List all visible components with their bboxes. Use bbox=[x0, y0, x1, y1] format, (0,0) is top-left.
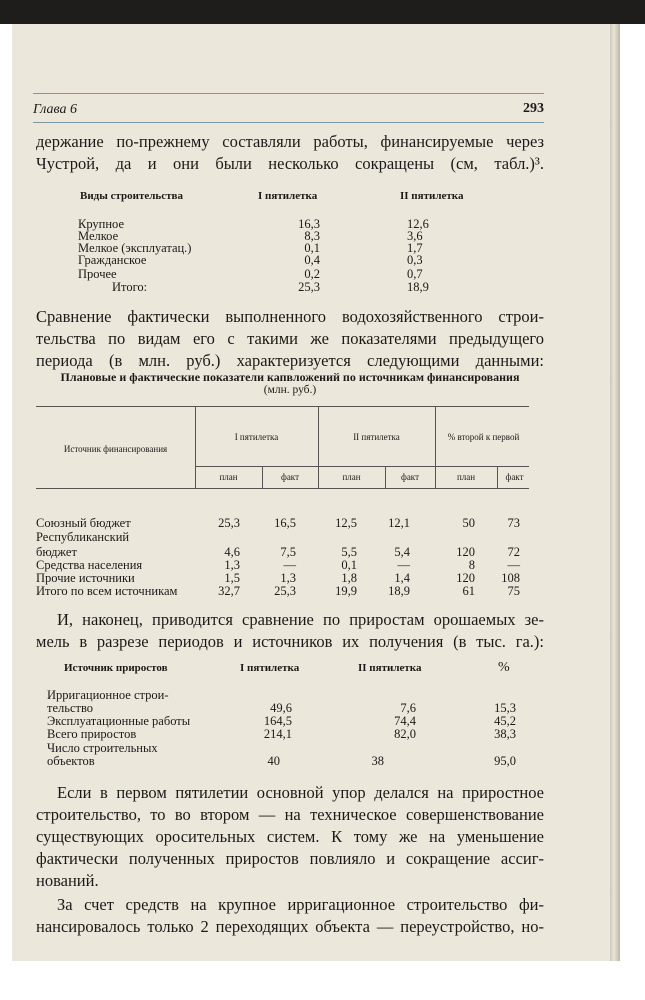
table-cell: 8 bbox=[468, 558, 475, 572]
text-line: И, наконец, приводится сравнение по приростам орошаемых зе- bbox=[57, 610, 544, 629]
paragraph-5 bbox=[36, 894, 544, 938]
table-row-label: Средства населения bbox=[36, 558, 143, 572]
table-cell: 72 bbox=[507, 545, 520, 559]
scan-top-border bbox=[0, 0, 645, 24]
table-row-label: Число строительных bbox=[47, 741, 158, 755]
table-row-label: бюджет bbox=[36, 545, 77, 559]
table-cell: 0,1 bbox=[341, 558, 357, 572]
table2-subtitle: (млн. руб.) bbox=[263, 384, 317, 396]
table-row-label: Союзный бюджет bbox=[36, 516, 131, 530]
text-line: Если в первом пятилетии основной упор делался на приростное bbox=[57, 783, 544, 802]
table2-mid-rule bbox=[195, 466, 529, 467]
table-cell: 1,8 bbox=[341, 571, 357, 585]
table-cell: 0,2 bbox=[304, 267, 320, 281]
text-line: строительство, то во втором — на техническое совершенствование bbox=[36, 805, 544, 824]
table-cell: 40 bbox=[267, 754, 280, 768]
table-cell: 120 bbox=[456, 545, 475, 559]
table-cell: 38,3 bbox=[494, 727, 516, 741]
table2-group-header: II пятилетка bbox=[353, 432, 400, 442]
table-row-label: Гражданское bbox=[78, 253, 147, 267]
page-edge bbox=[610, 24, 620, 961]
table-cell: 1,3 bbox=[224, 558, 240, 572]
table-cell: 5,4 bbox=[394, 545, 410, 559]
table3-header-source: Источник приростов bbox=[64, 662, 168, 674]
table-cell: 0,3 bbox=[407, 253, 423, 267]
table-cell: 95,0 bbox=[494, 754, 516, 768]
table1-header-p2: II пятилетка bbox=[400, 190, 464, 202]
table3-header-p1: I пятилетка bbox=[240, 662, 300, 674]
text-line: существующих оросительных систем. К тому же на уменьшение bbox=[36, 827, 544, 846]
table-cell: 18,9 bbox=[388, 584, 410, 598]
table1-header-type: Виды строительства bbox=[80, 190, 183, 202]
table3-header-percent: % bbox=[498, 660, 510, 675]
table-cell: 49,6 bbox=[270, 701, 292, 715]
table-cell: 120 bbox=[456, 571, 475, 585]
table2-group-header: I пятилетка bbox=[234, 432, 279, 442]
header-bottom-rule bbox=[33, 122, 544, 123]
table-cell: 12,5 bbox=[335, 516, 357, 530]
table-cell: 25,3 bbox=[218, 516, 240, 530]
table2-bottom-rule bbox=[36, 488, 529, 489]
table-cell: 8,3 bbox=[304, 229, 320, 243]
table-cell: 0,7 bbox=[407, 267, 423, 281]
header-top-rule bbox=[33, 93, 544, 94]
table-row-label: Итого по всем источникам bbox=[36, 584, 178, 598]
table-cell: 164,5 bbox=[263, 714, 292, 728]
table-cell: 19,9 bbox=[335, 584, 357, 598]
table2-source-header: Источник финансирования bbox=[63, 444, 168, 454]
table1-header-p1: I пятилетка bbox=[258, 190, 318, 202]
table-cell: 15,3 bbox=[494, 701, 516, 715]
table-row-label: Крупное bbox=[78, 217, 125, 231]
table-cell: — bbox=[397, 558, 410, 572]
paragraph-1 bbox=[36, 131, 544, 175]
table-cell: 16,5 bbox=[274, 516, 296, 530]
table-cell: 1,4 bbox=[394, 571, 410, 585]
text-line: тельства по видам его с такими же показателями предыдущего bbox=[36, 329, 544, 348]
text-line: периода (в млн. руб.) характеризуется следующими данными: bbox=[36, 351, 544, 370]
table3-header-p2: II пятилетка bbox=[358, 662, 422, 674]
table-cell: 7,6 bbox=[400, 701, 416, 715]
table-cell: 5,5 bbox=[341, 545, 357, 559]
table-row-label: Прочие источники bbox=[36, 571, 135, 585]
paragraph-4 bbox=[36, 782, 544, 892]
table-cell: 16,3 bbox=[298, 217, 320, 231]
table-row-label: Республиканский bbox=[36, 530, 130, 544]
text-line: нований. bbox=[36, 871, 99, 890]
table2-sub-header: план bbox=[219, 472, 238, 482]
table2-sub-header: факт bbox=[505, 472, 524, 482]
table-cell: 0,4 bbox=[304, 253, 320, 267]
table-cell: 32,7 bbox=[218, 584, 240, 598]
table2-sub-header: план bbox=[456, 472, 476, 482]
table-row-label: Мелкое (эксплуатац.) bbox=[78, 241, 192, 255]
table-row-label: тельство bbox=[47, 701, 94, 715]
text-line: Чустрой, да и они были несколько сокращены (см, табл.)³. bbox=[36, 154, 544, 173]
table2-top-rule bbox=[36, 406, 529, 407]
table-cell: — bbox=[507, 558, 520, 572]
table-cell: 7,5 bbox=[280, 545, 296, 559]
text-line: мель в разрезе периодов и источников их получения (в тыс. га.): bbox=[36, 632, 544, 651]
table-cell: 18,9 bbox=[407, 280, 429, 294]
text-line: Сравнение фактически выполненного водохозяйственного строи- bbox=[36, 307, 544, 326]
table-cell: 12,1 bbox=[388, 516, 410, 530]
table-row-label: Прочее bbox=[78, 267, 117, 281]
text-line: фактически полученных приростов повлияло и сокращение ассиг- bbox=[36, 849, 544, 868]
table-cell: 12,6 bbox=[407, 217, 429, 231]
table-row-label: Всего приростов bbox=[47, 727, 137, 741]
table-cell: 38 bbox=[371, 754, 384, 768]
table-row-label: Ирригационное строи- bbox=[47, 688, 169, 702]
table-cell: 75 bbox=[507, 584, 520, 598]
table-cell: 0,1 bbox=[304, 241, 320, 255]
table-total-label: Итого: bbox=[112, 280, 148, 294]
table-cell: 25,3 bbox=[298, 280, 320, 294]
table-cell: — bbox=[283, 558, 296, 572]
table-cell: 50 bbox=[462, 516, 475, 530]
table-cell: 4,6 bbox=[224, 545, 240, 559]
table2-sub-header: факт bbox=[400, 472, 419, 482]
table-row-label: Мелкое bbox=[78, 229, 119, 243]
table2-title: Плановые и фактические показатели капвложений по источникам финансирования bbox=[60, 370, 520, 384]
table2-sub-header: факт bbox=[280, 472, 299, 482]
paragraph-3 bbox=[36, 609, 544, 653]
table-cell: 3,6 bbox=[407, 229, 423, 243]
table2-group-header: % второй к первой bbox=[447, 432, 520, 442]
chapter-header: Глава 6 bbox=[33, 102, 77, 117]
table-cell: 82,0 bbox=[394, 727, 416, 741]
table2-sub-header: план bbox=[342, 472, 361, 482]
text-line: нансировалось только 2 переходящих объекта — переустройство, но- bbox=[36, 917, 544, 936]
table-row-label: объектов bbox=[47, 754, 95, 768]
text-line: За счет средств на крупное ирригационное строительство фи- bbox=[57, 895, 544, 914]
table-cell: 108 bbox=[501, 571, 520, 585]
table-cell: 73 bbox=[507, 516, 520, 530]
table-cell: 1,3 bbox=[280, 571, 296, 585]
table-cell: 45,2 bbox=[494, 714, 516, 728]
table-cell: 1,7 bbox=[407, 241, 423, 255]
text-line: держание по-прежнему составляли работы, финансируемые через bbox=[36, 132, 544, 151]
table-cell: 25,3 bbox=[274, 584, 296, 598]
table-cell: 214,1 bbox=[263, 727, 292, 741]
table-cell: 1,5 bbox=[224, 571, 240, 585]
table-cell: 61 bbox=[462, 584, 475, 598]
table-cell: 74,4 bbox=[394, 714, 416, 728]
paragraph-2 bbox=[36, 306, 544, 372]
table-row-label: Эксплуатационные работы bbox=[47, 714, 191, 728]
page-number: 293 bbox=[523, 101, 544, 116]
